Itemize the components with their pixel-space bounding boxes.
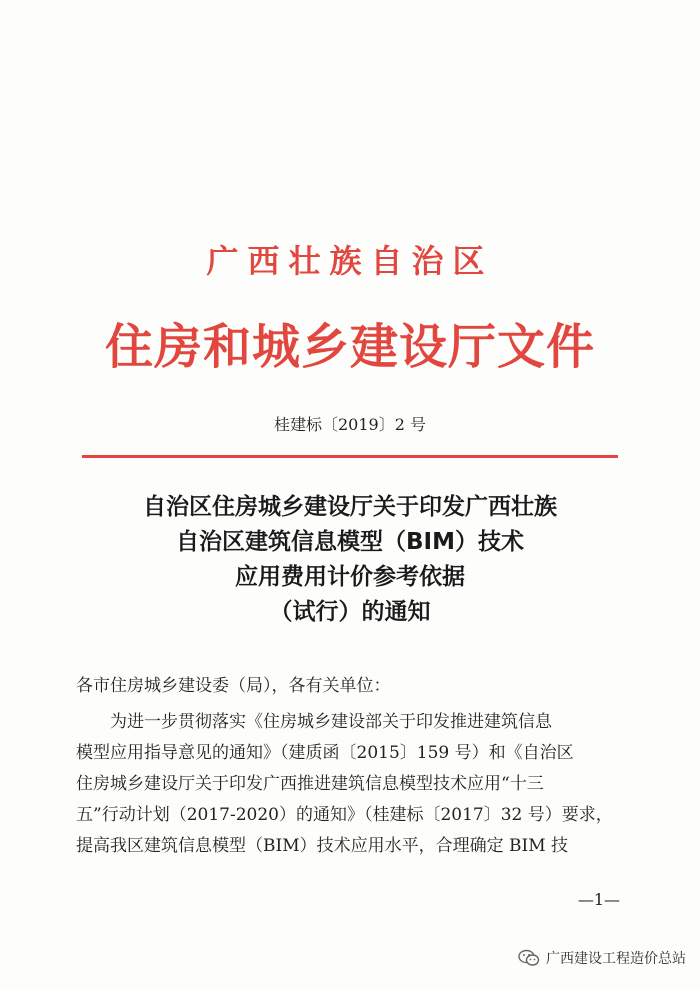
body-line: 模型应用指导意见的通知》（建质函〔2015〕159 号）和《自治区 bbox=[76, 743, 574, 763]
salutation: 各市住房城乡建设委（局），各有关单位： bbox=[76, 676, 391, 696]
title-line: 自治区住房城乡建设厅关于印发广西壮族 bbox=[143, 494, 557, 520]
title-line: 应用费用计价参考依据 bbox=[235, 564, 465, 590]
watermark-text: 广西建设工程造价总站 bbox=[546, 951, 686, 967]
title-line: 自治区建筑信息模型（BIM）技术 bbox=[176, 529, 524, 555]
body-paragraph bbox=[76, 707, 624, 862]
title-line: （试行）的通知 bbox=[269, 599, 431, 625]
body-line: 提高我区建筑信息模型（BIM）技术应用水平，合理确定 BIM 技 bbox=[76, 836, 569, 856]
wechat-icon bbox=[518, 949, 540, 967]
document-title bbox=[0, 490, 700, 630]
body-line: 五”行动计划（2017-2020）的通知》（桂建标〔2017〕32 号）要求， bbox=[76, 805, 613, 825]
wechat-watermark bbox=[518, 948, 686, 968]
document-number: 桂建标〔2019〕2 号 bbox=[274, 415, 426, 434]
issuer-line1: 广西壮族自治区 bbox=[206, 242, 494, 280]
issuer-line2: 住房和城乡建设厅文件 bbox=[104, 319, 595, 375]
body-line: 为进一步贯彻落实《住房城乡建设部关于印发推进建筑信息 bbox=[110, 712, 552, 732]
red-divider bbox=[82, 455, 618, 458]
body-line: 住房城乡建设厅关于印发广西推进建筑信息模型技术应用“十三 bbox=[76, 774, 544, 794]
page-number: —1— bbox=[577, 890, 620, 909]
